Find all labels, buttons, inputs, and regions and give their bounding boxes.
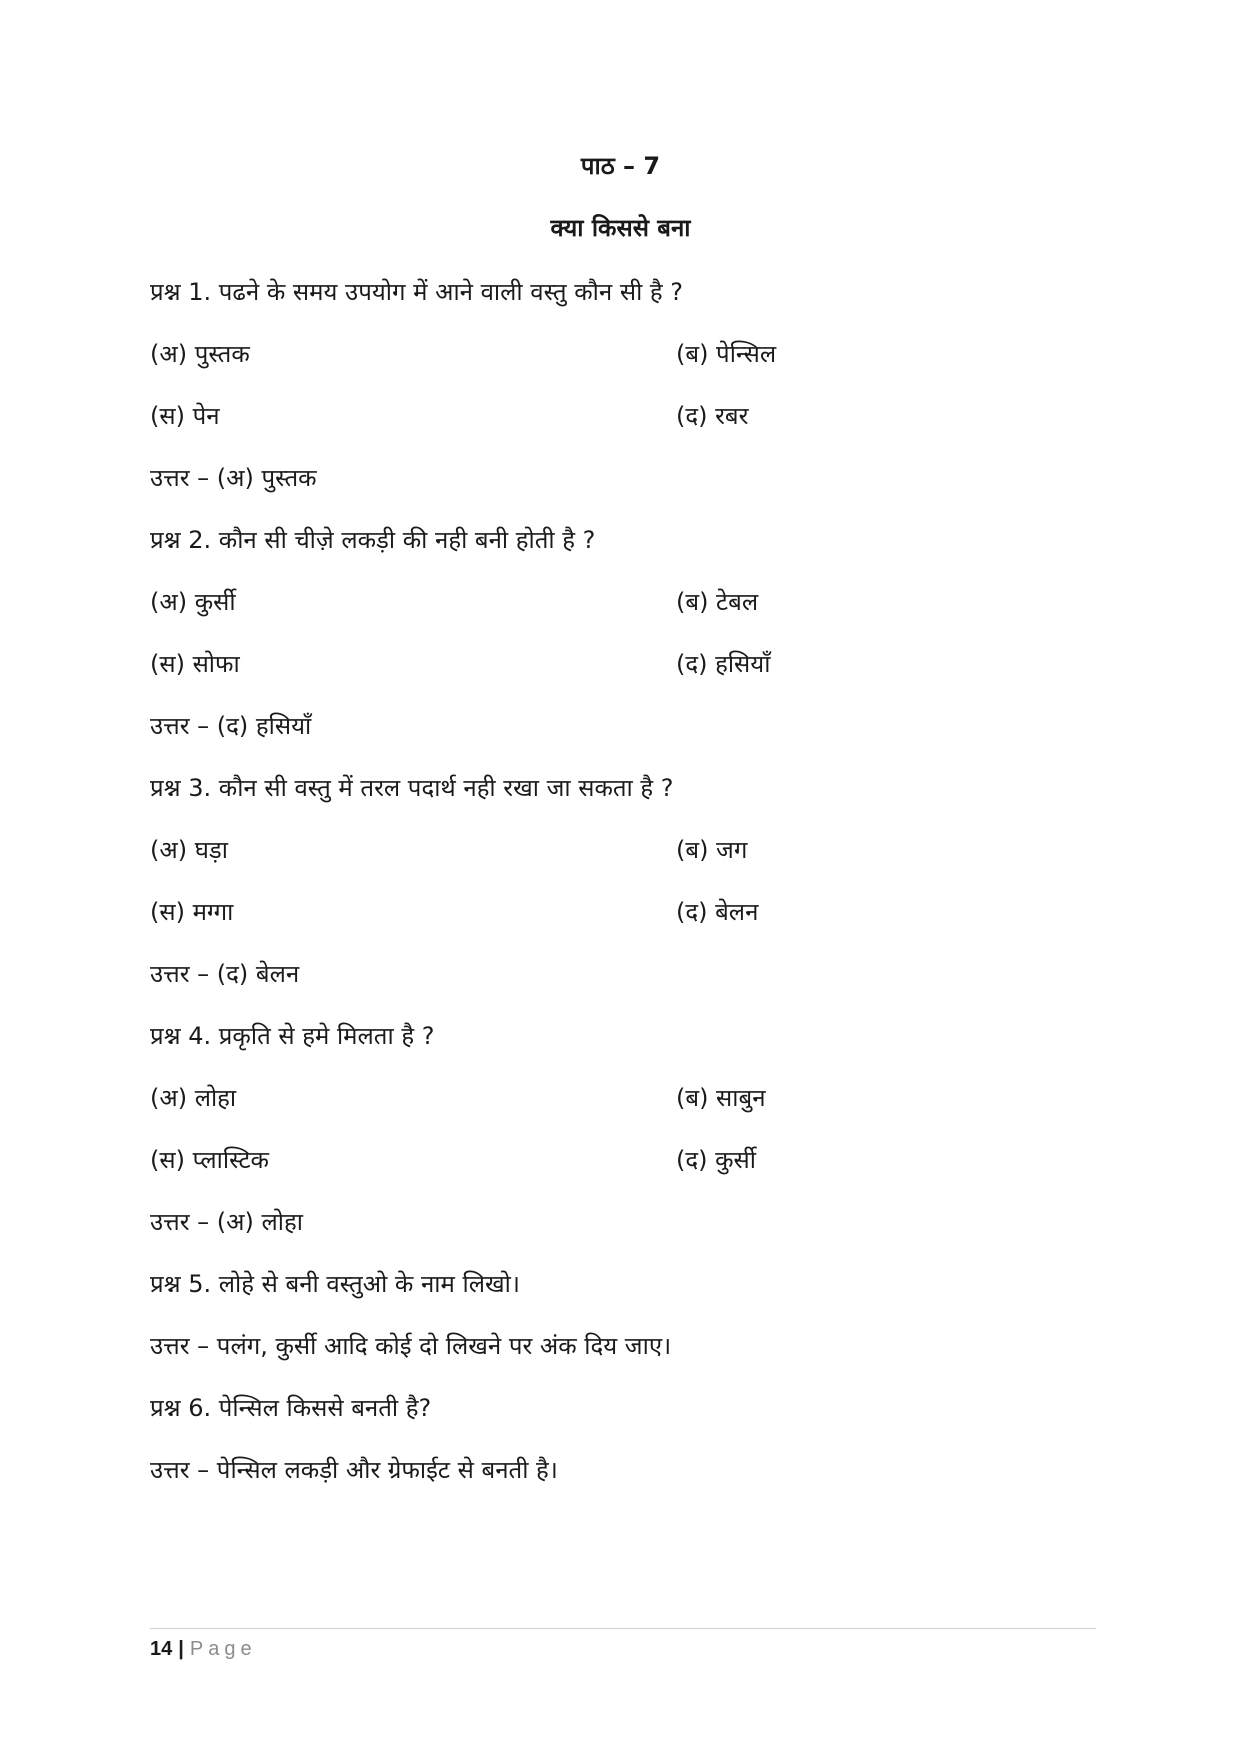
q1-option-b: (ब) पेन्सिल bbox=[676, 340, 777, 368]
lesson-number: पाठ – 7 bbox=[580, 152, 661, 180]
footer-separator: | bbox=[178, 1638, 184, 1660]
q1-option-d: (द) रबर bbox=[676, 402, 749, 430]
page-label: Page bbox=[189, 1638, 257, 1660]
q6-answer: उत्तर – पेन्सिल लकड़ी और ग्रेफाईट से बनती है। bbox=[150, 1456, 558, 1484]
question-1: प्रश्न 1. पढने के समय उपयोग में आने वाली वस्तु कौन सी है ? bbox=[150, 278, 684, 306]
q4-option-d: (द) कुर्सी bbox=[676, 1146, 756, 1174]
question-6: प्रश्न 6. पेन्सिल किससे बनती है? bbox=[150, 1394, 432, 1422]
page-number: 14 bbox=[150, 1638, 173, 1660]
lesson-title: क्या किससे बना bbox=[550, 214, 691, 242]
question-4: प्रश्न 4. प्रकृति से हमे मिलता है ? bbox=[150, 1022, 435, 1050]
question-5: प्रश्न 5. लोहे से बनी वस्तुओ के नाम लिखो। bbox=[150, 1270, 520, 1298]
q2-option-d: (द) हसियाँ bbox=[676, 650, 771, 678]
q4-answer: उत्तर – (अ) लोहा bbox=[150, 1208, 303, 1236]
q1-option-c: (स) पेन bbox=[150, 402, 220, 430]
q4-option-a: (अ) लोहा bbox=[150, 1084, 237, 1112]
footer-divider bbox=[150, 1628, 1096, 1629]
q3-option-d: (द) बेलन bbox=[676, 898, 759, 926]
question-3: प्रश्न 3. कौन सी वस्तु में तरल पदार्थ नही रखा जा सकता है ? bbox=[150, 774, 674, 802]
q3-answer: उत्तर – (द) बेलन bbox=[150, 960, 300, 988]
q1-answer: उत्तर – (अ) पुस्तक bbox=[150, 464, 317, 492]
q2-answer: उत्तर – (द) हसियाँ bbox=[150, 712, 312, 740]
page-footer bbox=[150, 1636, 257, 1662]
q3-option-a: (अ) घड़ा bbox=[150, 836, 228, 864]
q3-option-b: (ब) जग bbox=[676, 836, 748, 864]
q2-option-a: (अ) कुर्सी bbox=[150, 588, 236, 616]
q4-option-c: (स) प्लास्टिक bbox=[150, 1146, 269, 1174]
q1-option-a: (अ) पुस्तक bbox=[150, 340, 250, 368]
question-2: प्रश्न 2. कौन सी चीज़े लकड़ी की नही बनी होती है ? bbox=[150, 526, 596, 554]
q2-option-c: (स) सोफा bbox=[150, 650, 240, 678]
q5-answer: उत्तर – पलंग, कुर्सी आदि कोई दो लिखने पर अंक दिय जाए। bbox=[150, 1332, 672, 1360]
q2-option-b: (ब) टेबल bbox=[676, 588, 759, 616]
q3-option-c: (स) मग्गा bbox=[150, 898, 234, 926]
q4-option-b: (ब) साबुन bbox=[676, 1084, 766, 1112]
